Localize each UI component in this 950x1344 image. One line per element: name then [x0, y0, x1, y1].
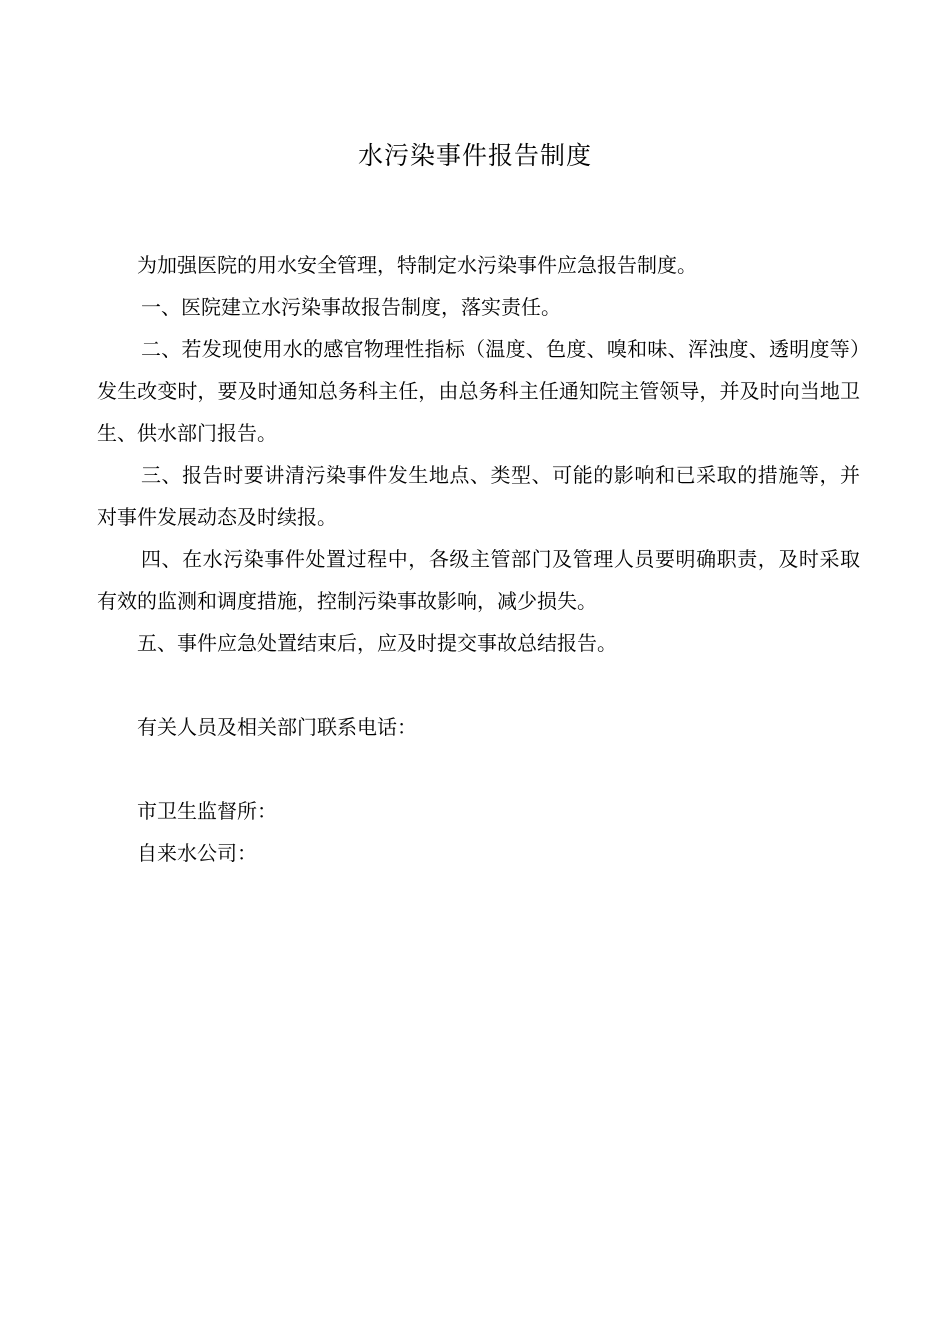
contact-water-company: 自来水公司： [137, 841, 257, 865]
item-4: 四、在水污染事件处置过程中，各级主管部门及管理人员要明确职责，及时采取有效的监测和调度措施，控制污染事故影响，减少损失。 [97, 547, 860, 613]
intro-paragraph: 为加强医院的用水安全管理，特制定水污染事件应急报告制度。 [137, 253, 697, 277]
spacer [97, 664, 860, 706]
contact-health-supervision: 市卫生监督所： [137, 799, 277, 823]
document-body [97, 244, 860, 874]
item-5: 五、事件应急处置结束后，应及时提交事故总结报告。 [137, 631, 617, 655]
document-title: 水污染事件报告制度 [357, 141, 592, 170]
spacer [97, 748, 860, 790]
item-3: 三、报告时要讲清污染事件发生地点、类型、可能的影响和已采取的措施等，并对事件发展动态及时续报。 [97, 463, 860, 529]
item-2: 二、若发现使用水的感官物理性指标（温度、色度、嗅和味、浑浊度、透明度等）发生改变时，要及时通知总务科主任，由总务科主任通知院主管领导，并及时向当地卫生、供水部门报告。 [97, 337, 860, 445]
item-1: 一、医院建立水污染事故报告制度，落实责任。 [141, 295, 561, 319]
contacts-heading: 有关人员及相关部门联系电话： [137, 715, 417, 739]
